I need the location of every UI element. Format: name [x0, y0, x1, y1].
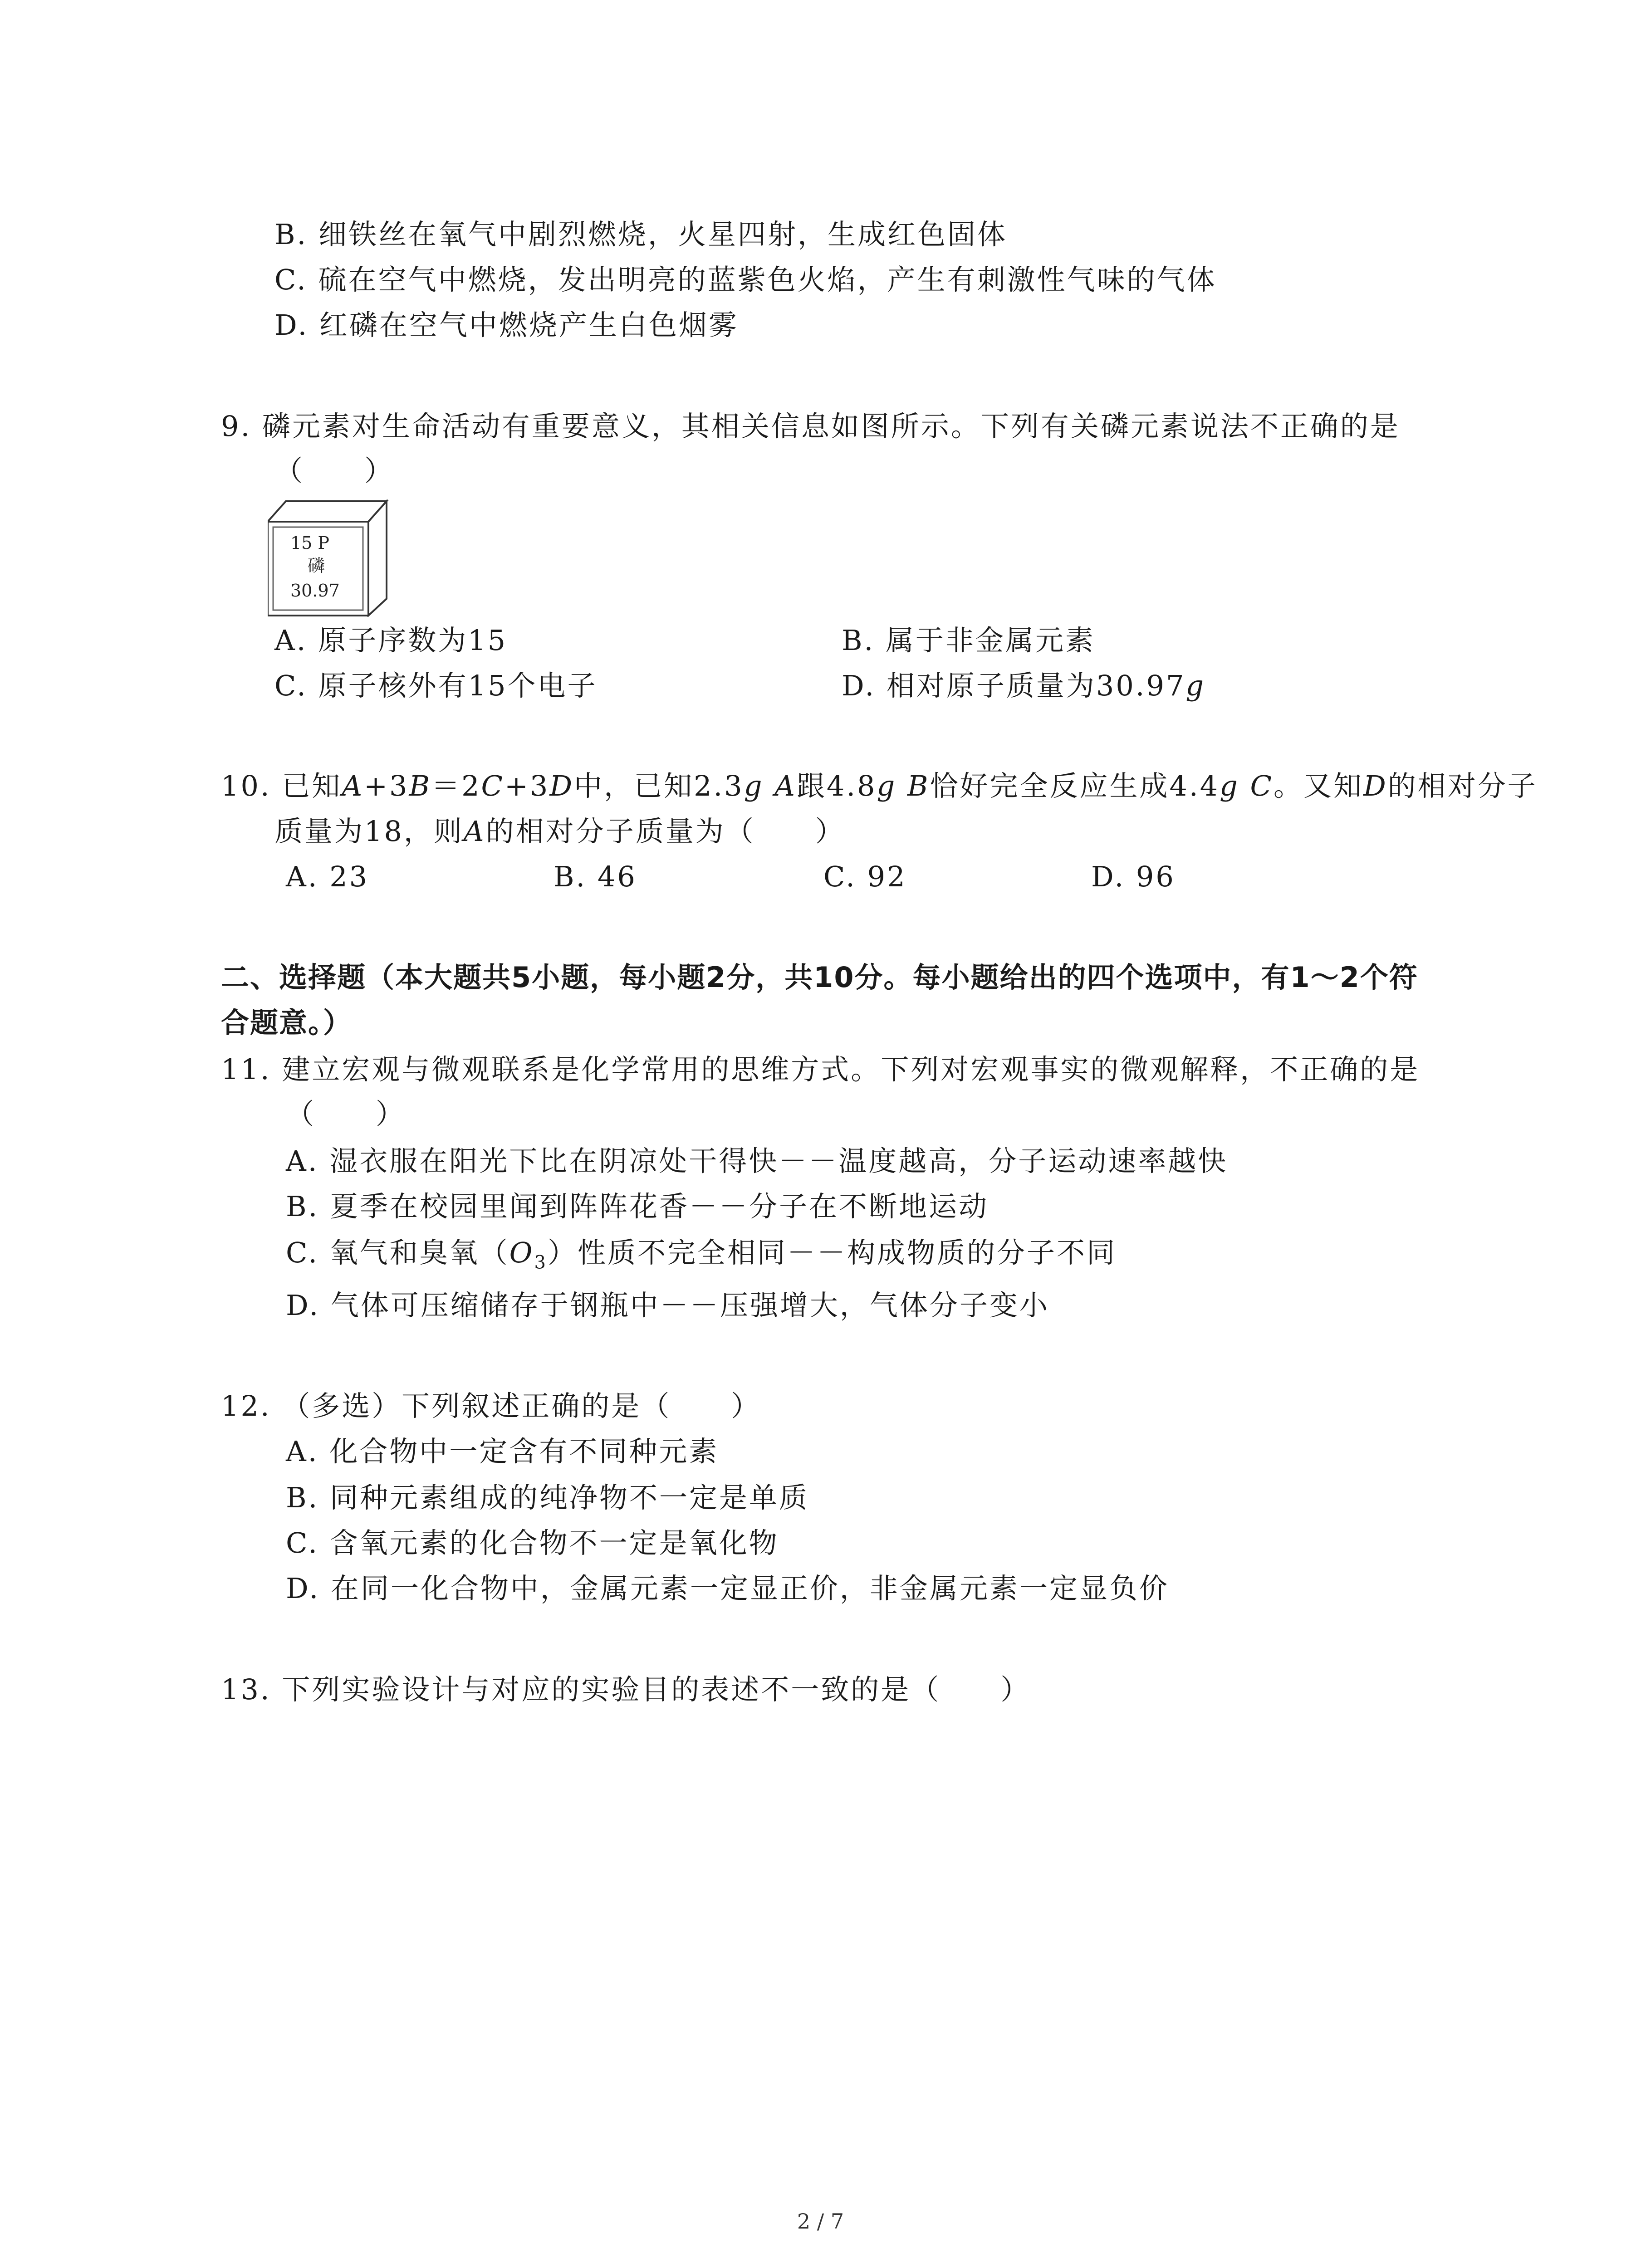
q10-option-b: B. 46: [554, 860, 637, 893]
q9-option-b: B. 属于非金属元素: [842, 624, 1095, 657]
q9-option-c: C. 原子核外有15个电子: [274, 669, 598, 702]
q10-option-a: A. 23: [286, 860, 369, 893]
q9-option-d: D. 相对原子质量为30.97g: [842, 669, 1206, 702]
q11-option-a: A. 湿衣服在阳光下比在阴凉处干得快－－温度越高，分子运动速率越快: [286, 1144, 1228, 1178]
q9-paren: （ ）: [274, 454, 395, 487]
q9-stem: 9. 磷元素对生命活动有重要意义，其相关信息如图所示。下列有关磷元素说法不正确的是: [221, 410, 1400, 443]
q10-stem-line2: 质量为18，则A的相对分子质量为（ ）: [274, 815, 845, 848]
q12-option-c: C. 含氧元素的化合物不一定是氧化物: [286, 1526, 779, 1559]
q8-option-d: D. 红磷在空气中燃烧产生白色烟雾: [274, 308, 739, 342]
q9-option-a: A. 原子序数为15: [274, 624, 508, 657]
q11-stem: 11. 建立宏观与微观联系是化学常用的思维方式。下列对宏观事实的微观解释，不正确的是: [221, 1053, 1420, 1086]
section-2-heading-line2: 合题意。）: [221, 1006, 353, 1039]
element-mass: 30.97: [290, 581, 340, 601]
q8-option-c: C. 硫在空气中燃烧，发出明亮的蓝紫色火焰，产生有刺激性气味的气体: [274, 263, 1217, 296]
section-2-heading-line1: 二、选择题（本大题共5小题，每小题2分，共10分。每小题给出的四个选项中，有1～2个符: [221, 961, 1418, 994]
q13-stem: 13. 下列实验设计与对应的实验目的表述不一致的是（ ）: [221, 1673, 1031, 1706]
q10-option-d: D. 96: [1091, 860, 1176, 893]
q12-option-b: B. 同种元素组成的纯净物不一定是单质: [286, 1481, 809, 1514]
page-number: 2 / 7: [797, 2209, 844, 2234]
q10-stem-line1: 10. 已知A+3B＝2C+3D中，已知2.3g A跟4.8g B恰好完全反应生成4.4g C。又知D的相对分子: [221, 769, 1538, 802]
q12-option-a: A. 化合物中一定含有不同种元素: [286, 1435, 719, 1468]
q11-option-b: B. 夏季在校园里闻到阵阵花香－－分子在不断地运动: [286, 1190, 989, 1223]
phosphorus-element-cube: [268, 497, 390, 617]
q12-option-d: D. 在同一化合物中，金属元素一定显正价，非金属元素一定显负价: [286, 1572, 1169, 1605]
element-name: 磷: [308, 556, 325, 576]
q11-option-c: C. 氧气和臭氧$(O_3)$性质不完全相同－－构成物质的分子不同: [286, 1236, 1117, 1273]
q8-option-b: B. 细铁丝在氧气中剧烈燃烧，火星四射，生成红色固体: [274, 218, 1007, 251]
q12-stem: 12. （多选）下列叙述正确的是（ ）: [221, 1389, 761, 1422]
element-number-symbol: 15 P: [290, 533, 330, 553]
q11-option-d: D. 气体可压缩储存于钢瓶中－－压强增大，气体分子变小: [286, 1289, 1049, 1322]
q11-paren: （ ）: [286, 1097, 406, 1130]
q10-option-c: C. 92: [823, 860, 907, 893]
